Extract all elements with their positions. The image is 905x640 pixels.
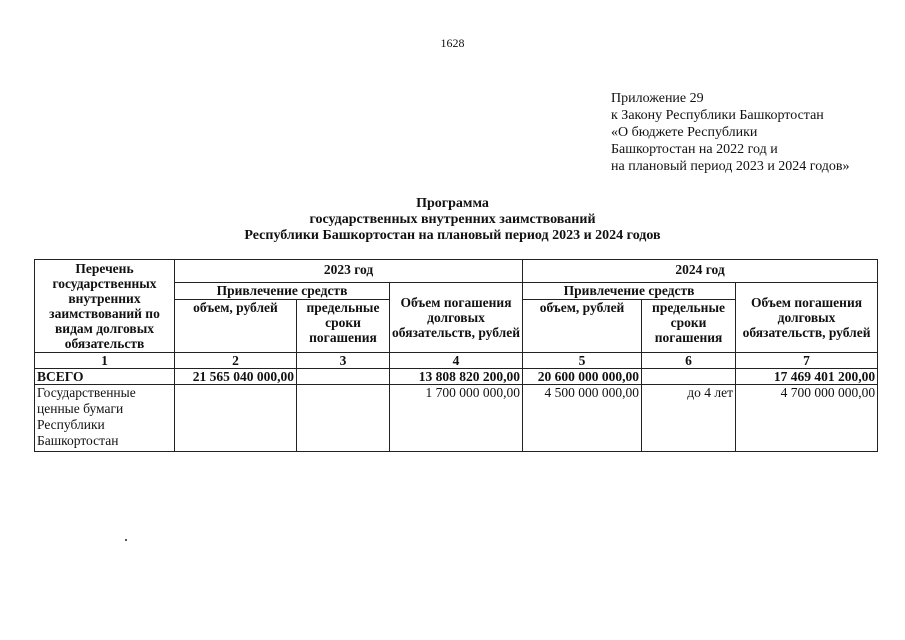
header-volume-2024: объем, рублей (523, 300, 642, 353)
cell-attraction-terms-2024: до 4 лет (642, 385, 736, 452)
cell-attraction-terms-2024 (642, 369, 736, 385)
appendix-line: Башкортостан на 2022 год и (611, 142, 778, 157)
header-year-2023: 2023 год (175, 260, 523, 283)
document-title (0, 196, 905, 244)
page-number: 1628 (440, 36, 465, 50)
header-terms-2023: предельные сроки погашения (297, 300, 390, 353)
header-repayment-2024: Объем погашения долговых обязательств, рублей (736, 283, 878, 353)
table-header-row (35, 260, 878, 283)
table-row (35, 385, 878, 452)
column-number-row (35, 353, 878, 369)
header-volume-2023: объем, рублей (175, 300, 297, 353)
title-line: Республики Башкортостан на плановый период 2023 и 2024 годов (244, 228, 661, 243)
cell-attraction-terms-2023 (297, 385, 390, 452)
title-line: Программа (416, 196, 489, 211)
row-name: Государственные ценные бумаги Республики Башкортостан (35, 385, 175, 452)
cell-attraction-volume-2024: 20 600 000 000,00 (523, 369, 642, 385)
header-attraction-2024: Привлечение средств (523, 283, 736, 300)
header-obligation-list: Перечень государственных внутренних заимствований по видам долговых обязательств (35, 260, 175, 353)
borrowing-program-table (34, 259, 878, 452)
title-line: государственных внутренних заимствований (309, 212, 596, 227)
header-year-2024: 2024 год (523, 260, 878, 283)
cell-attraction-terms-2023 (297, 369, 390, 385)
column-number: 2 (175, 353, 297, 369)
cell-attraction-volume-2023: 21 565 040 000,00 (175, 369, 297, 385)
cell-attraction-volume-2024: 4 500 000 000,00 (523, 385, 642, 452)
appendix-line: Приложение 29 (611, 91, 704, 106)
column-number: 4 (390, 353, 523, 369)
cell-repayment-2024: 17 469 401 200,00 (736, 369, 878, 385)
cell-repayment-2023: 13 808 820 200,00 (390, 369, 523, 385)
cell-attraction-volume-2023 (175, 385, 297, 452)
scan-speck (125, 539, 127, 541)
cell-repayment-2023: 1 700 000 000,00 (390, 385, 523, 452)
header-repayment-2023: Объем погашения долговых обязательств, рублей (390, 283, 523, 353)
column-number: 1 (35, 353, 175, 369)
appendix-reference (611, 90, 850, 175)
cell-repayment-2024: 4 700 000 000,00 (736, 385, 878, 452)
appendix-line: к Закону Республики Башкортостан (611, 108, 824, 123)
appendix-line: на плановый период 2023 и 2024 годов» (611, 159, 850, 174)
table-row-total (35, 369, 878, 385)
header-terms-2024: предельные сроки погашения (642, 300, 736, 353)
column-number: 3 (297, 353, 390, 369)
appendix-line: «О бюджете Республики (611, 125, 758, 140)
column-number: 6 (642, 353, 736, 369)
column-number: 5 (523, 353, 642, 369)
row-name: ВСЕГО (35, 369, 175, 385)
header-attraction-2023: Привлечение средств (175, 283, 390, 300)
column-number: 7 (736, 353, 878, 369)
